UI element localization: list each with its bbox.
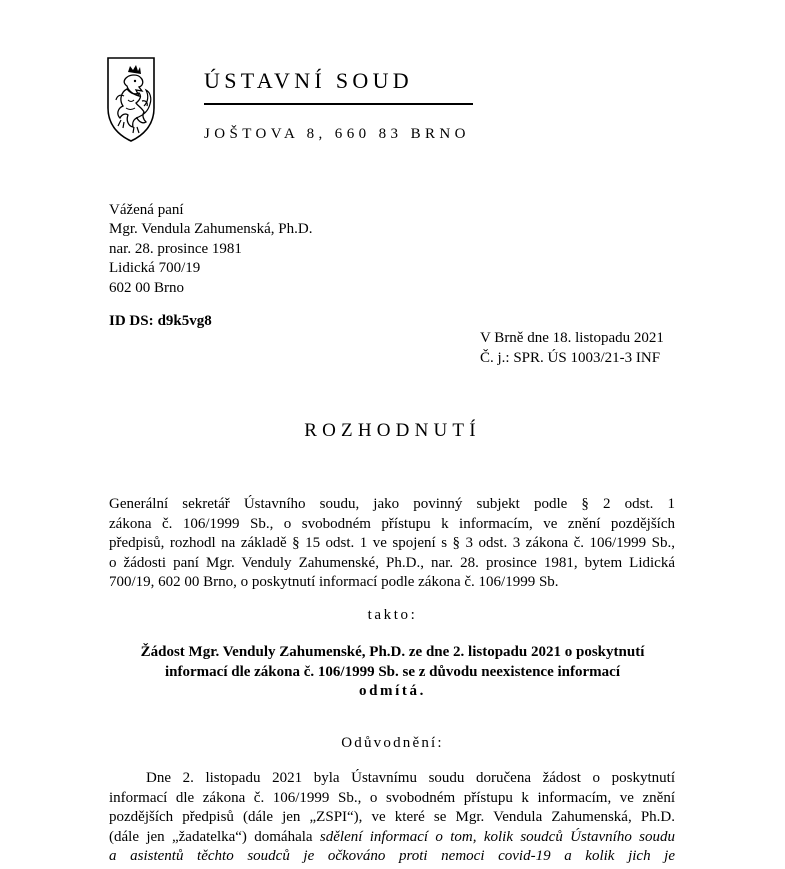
- data-box-value: d9k5vg8: [157, 313, 212, 329]
- intro-paragraph: [109, 495, 675, 593]
- recipient-city: 602 00 Brno: [109, 279, 184, 296]
- intro-line: předpisů, rozhodl na základě § 15 odst. 1 ve spojení s § 3 odst. 3 zákona č. 106/1999 Sb.,: [109, 535, 675, 552]
- intro-line: zákona č. 106/1999 Sb., o svobodném přístupu k informacím, ve znění pozdějších: [109, 515, 675, 532]
- recipient-salutation: Vážená paní: [109, 202, 184, 218]
- intro-line: Generální sekretář Ústavního soudu, jako povinný subjekt podle § 2 odst. 1: [109, 496, 675, 512]
- recipient-name: Mgr. Vendula Zahumenská, Ph.D.: [109, 221, 313, 238]
- reasoning-heading: Odůvodnění:: [341, 735, 444, 751]
- recipient-birth-date: nar. 28. prosince 1981: [109, 240, 242, 257]
- intro-line: 700/19, 602 00 Brno, o poskytnutí informací podle zákona č. 106/1999 Sb.: [109, 574, 559, 591]
- reasoning-line: pozdějších předpisů (dále jen „ZSPI“), ve které se Mgr. Vendula Zahumenská, Ph.D.: [109, 809, 675, 826]
- reasoning-italic-text: sdělení informací o tom, kolik soudců Ústavního soudu: [319, 828, 675, 845]
- verdict-paragraph: [0, 643, 785, 702]
- verdict-line: odmítá.: [359, 683, 426, 700]
- reasoning-line: [109, 828, 675, 848]
- takto-heading: takto:: [367, 607, 418, 623]
- verdict-line: informací dle zákona č. 106/1999 Sb. se z důvodu neexistence informací: [165, 663, 620, 680]
- intro-line: o žádosti paní Mgr. Venduly Zahumenské, Ph.D., nar. 28. prosince 1981, bytem Lidická: [109, 554, 675, 571]
- court-name: ÚSTAVNÍ SOUD: [204, 68, 413, 93]
- reasoning-text: (dále jen „žadatelka“) domáhala: [109, 828, 320, 845]
- data-box-label: ID DS:: [109, 313, 154, 329]
- verdict-line: Žádost Mgr. Venduly Zahumenské, Ph.D. ze dne 2. listopadu 2021 o poskytnutí: [140, 644, 645, 660]
- place-and-date: V Brně dne 18. listopadu 2021: [480, 330, 664, 346]
- reasoning-paragraph: [109, 769, 675, 867]
- decision-title: ROZHODNUTÍ: [304, 420, 481, 441]
- recipient-address-block: [109, 201, 312, 298]
- recipient-street: Lidická 700/19: [109, 260, 201, 277]
- reference-number: Č. j.: SPR. ÚS 1003/21-3 INF: [480, 349, 661, 366]
- court-address: JOŠTOVA 8, 660 83 BRNO: [204, 126, 470, 142]
- place-date-block: [480, 329, 664, 368]
- czech-lion-coat-of-arms-icon: [106, 56, 156, 142]
- reasoning-line: Dne 2. listopadu 2021 byla Ústavnímu soudu doručena žádost o poskytnutí: [146, 770, 675, 786]
- reasoning-line: informací dle zákona č. 106/1999 Sb., o svobodném přístupu k informacím, ve znění: [109, 789, 675, 806]
- header-rule: [204, 103, 473, 105]
- reasoning-italic-text: a asistentů těchto soudců je očkováno proti nemoci covid-19 a kolik jich je: [109, 848, 675, 865]
- data-box-id: [109, 313, 212, 330]
- reasoning-line: [109, 847, 675, 867]
